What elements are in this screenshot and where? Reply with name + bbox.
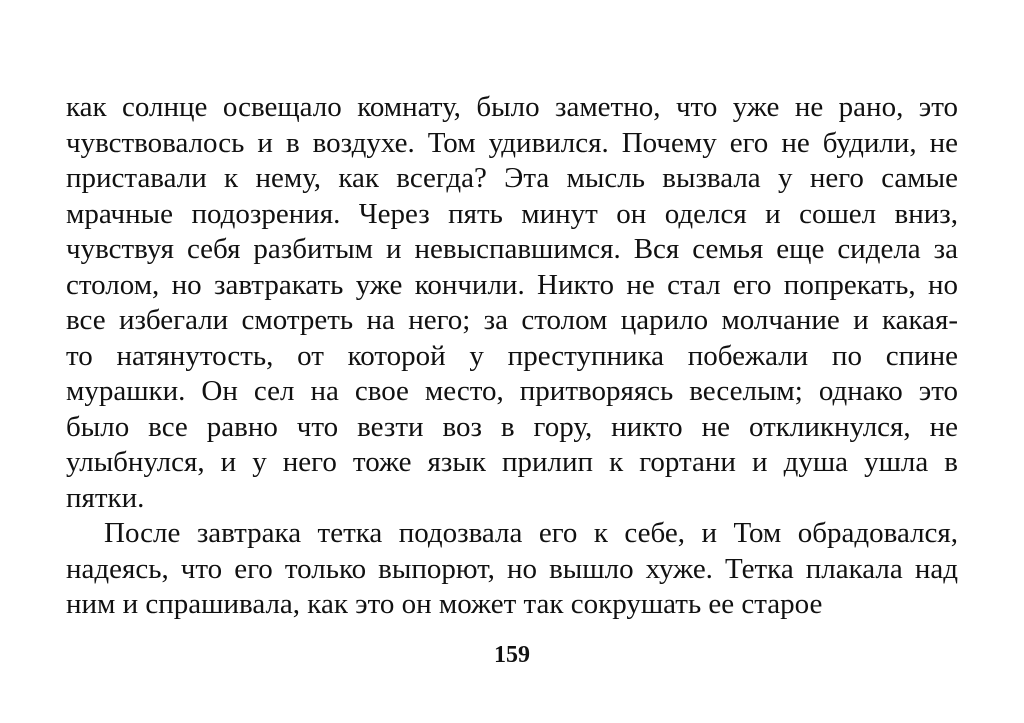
- text-line: чувствовалось и в воздухе. Том удивился. Почему его не будили, не: [66, 126, 958, 159]
- text-line: столом, но завтракать уже кончили. Никто не стал его попрекать, но: [66, 268, 958, 301]
- text-line: как солнце освещало комнату, было заметно, что уже не рано, это: [66, 91, 958, 123]
- text-line: мурашки. Он сел на свое место, притворяясь веселым; однако это: [66, 375, 958, 407]
- text-line-paragraph-end: пятки.: [66, 481, 145, 514]
- text-line: мрачные подозрения. Через пять минут он оделся и сошел вниз,: [66, 197, 958, 230]
- text-line: улыбнулся, и у него тоже язык прилип к гортани и душа ушла в: [66, 446, 958, 478]
- text-body: [66, 90, 958, 623]
- page-number: 159: [494, 642, 530, 668]
- text-line: было все равно что везти воз в гору, никто не откликнулся, не: [66, 410, 958, 443]
- text-line: надеясь, что его только выпорют, но вышло хуже. Тетка плакала над: [66, 552, 958, 585]
- text-line: ним и спрашивала, как это он может так сокрушать ее старое: [66, 588, 823, 620]
- text-line-paragraph-start: После завтрака тетка подозвала его к себе, и Том обрадовался,: [104, 517, 958, 549]
- text-line: чувствуя себя разбитым и невыспавшимся. Вся семья еще сидела за: [66, 233, 958, 265]
- text-line: то натянутость, от которой у преступника побежали по спине: [66, 339, 958, 372]
- text-line: приставали к нему, как всегда? Эта мысль вызвала у него самые: [66, 162, 958, 194]
- text-line: все избегали смотреть на него; за столом царило молчание и какая-: [66, 304, 958, 336]
